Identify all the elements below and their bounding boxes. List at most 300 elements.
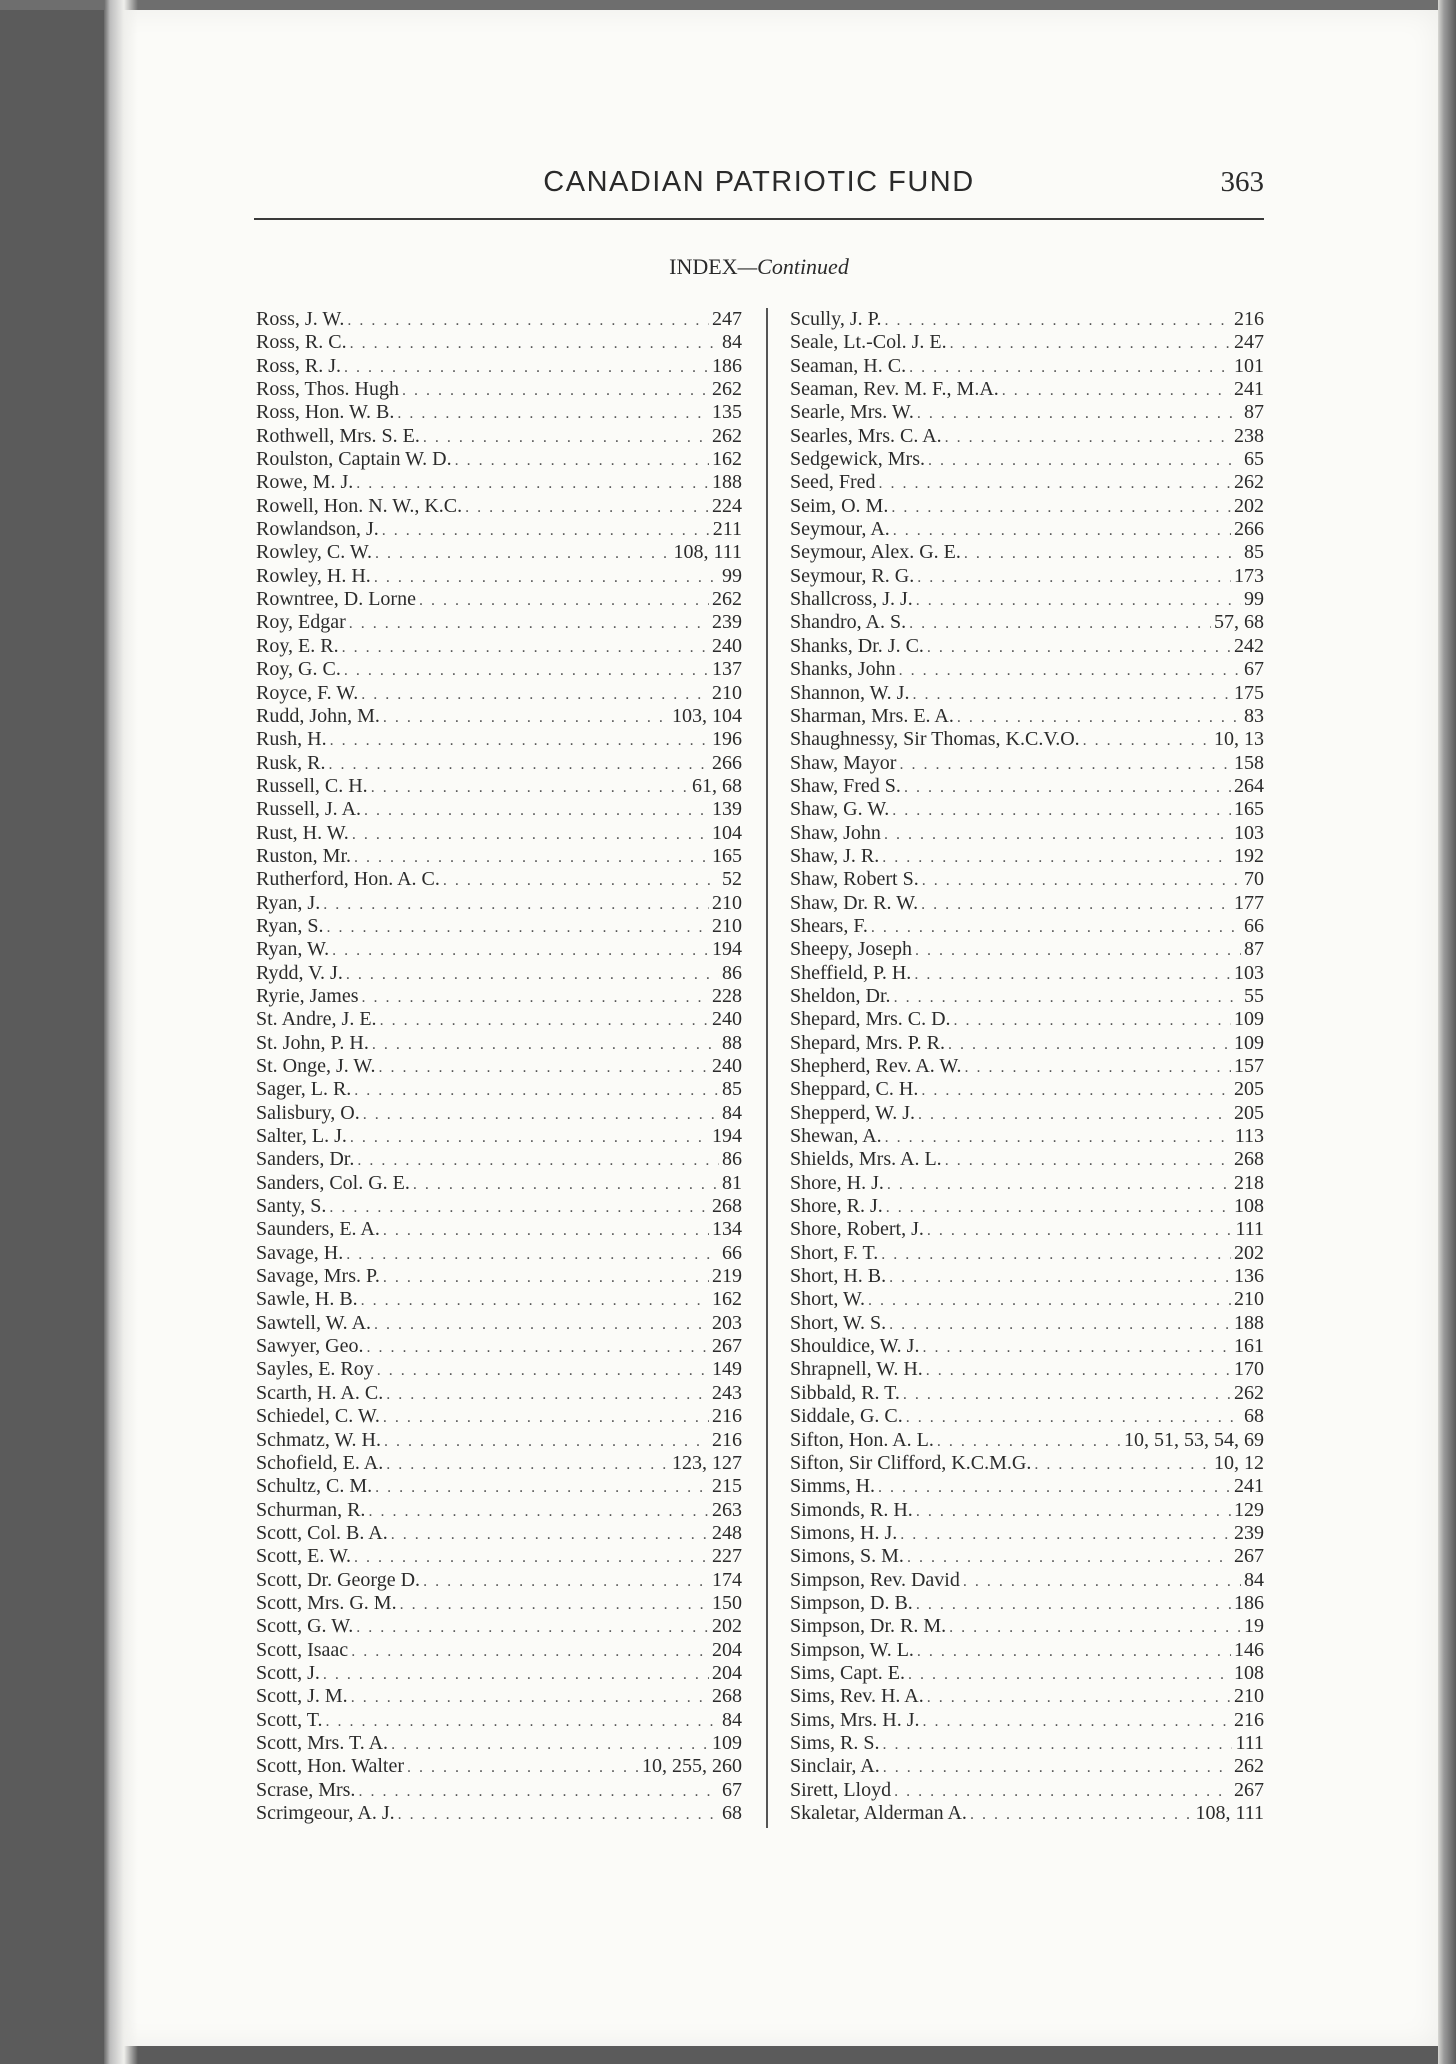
entry-name: Simonds, R. H. xyxy=(790,1498,913,1521)
dot-leader xyxy=(948,1033,1231,1056)
dot-leader xyxy=(889,1266,1231,1289)
dot-leader xyxy=(908,1663,1231,1686)
index-entry xyxy=(790,1148,1264,1171)
dot-leader xyxy=(881,1243,1231,1266)
index-entry xyxy=(790,658,1264,681)
index-entry xyxy=(256,401,742,424)
entry-pages: 262 xyxy=(712,588,742,611)
entry-name: St. Andre, J. E. xyxy=(256,1008,377,1031)
index-entry xyxy=(256,1102,742,1125)
entry-pages: 239 xyxy=(712,611,742,634)
index-entry xyxy=(256,1078,742,1101)
entry-pages: 268 xyxy=(1234,1148,1264,1171)
dot-leader xyxy=(323,893,709,916)
entry-pages: 83 xyxy=(1244,704,1264,727)
entry-pages: 81 xyxy=(722,1171,742,1194)
entry-name: Sanders, Col. G. E. xyxy=(256,1171,410,1194)
entry-name: Sawyer, Geo. xyxy=(256,1335,364,1358)
entry-pages: 248 xyxy=(712,1521,742,1544)
entry-pages: 86 xyxy=(722,961,742,984)
entry-pages: 135 xyxy=(712,401,742,424)
entry-pages: 136 xyxy=(1234,1265,1264,1288)
index-entry xyxy=(790,1452,1264,1475)
index-entry xyxy=(790,845,1264,868)
entry-pages: 263 xyxy=(712,1498,742,1521)
entry-name: Scott, Mrs. G. M. xyxy=(256,1591,397,1614)
index-entry xyxy=(790,962,1264,985)
entry-name: Shore, H. J. xyxy=(790,1171,884,1194)
entry-name: Shouldice, W. J. xyxy=(790,1335,920,1358)
dot-leader xyxy=(894,986,1241,1009)
index-entry xyxy=(256,541,742,564)
dot-leader xyxy=(455,449,709,472)
index-entry xyxy=(256,1382,742,1405)
index-entry xyxy=(790,985,1264,1008)
dot-leader xyxy=(917,566,1231,589)
index-entry xyxy=(790,1125,1264,1148)
index-entry xyxy=(256,728,742,751)
index-entry xyxy=(256,611,742,634)
dot-leader xyxy=(407,1756,639,1779)
entry-name: Ryan, S. xyxy=(256,914,324,937)
index-entry xyxy=(790,425,1264,448)
entry-name: Rowe, M. J. xyxy=(256,471,354,494)
entry-name: Ryan, W. xyxy=(256,938,330,961)
dot-leader xyxy=(356,1616,709,1639)
index-entry xyxy=(790,471,1264,494)
dot-leader xyxy=(899,753,1231,776)
entry-name: Roy, Edgar xyxy=(256,611,346,634)
entry-name: Sims, Capt. E. xyxy=(790,1661,906,1684)
entry-name: Shaw, Dr. R. W. xyxy=(790,891,919,914)
index-entry xyxy=(790,1358,1264,1381)
entry-pages: 266 xyxy=(712,751,742,774)
index-entry xyxy=(256,868,742,891)
index-entry xyxy=(790,495,1264,518)
entry-name: Shandro, A. S. xyxy=(790,611,907,634)
entry-pages: 242 xyxy=(1234,634,1264,657)
entry-name: Shannon, W. J. xyxy=(790,681,910,704)
entry-pages: 262 xyxy=(712,378,742,401)
entry-pages: 109 xyxy=(1234,1008,1264,1031)
entry-name: Shepard, Mrs. C. D. xyxy=(790,1008,951,1031)
entry-pages: 85 xyxy=(1244,541,1264,564)
entry-pages: 239 xyxy=(1234,1521,1264,1544)
index-entry xyxy=(256,1125,742,1148)
entry-pages: 68 xyxy=(722,1802,742,1824)
entry-pages: 247 xyxy=(712,308,742,330)
index-entry xyxy=(256,635,742,658)
dot-leader xyxy=(363,1103,719,1126)
index-entry xyxy=(256,425,742,448)
dot-leader xyxy=(371,776,689,799)
dot-leader xyxy=(327,916,709,939)
entry-pages: 262 xyxy=(1234,1381,1264,1404)
dot-leader xyxy=(957,706,1241,729)
index-entry xyxy=(790,635,1264,658)
index-entry xyxy=(256,1172,742,1195)
entry-pages: 240 xyxy=(712,634,742,657)
dot-leader xyxy=(465,496,709,519)
entry-name: Ruston, Mr. xyxy=(256,844,352,867)
entry-name: Rush, H. xyxy=(256,728,327,751)
index-entry xyxy=(790,1615,1264,1638)
index-subtitle-continued: —Continued xyxy=(737,254,849,279)
dot-leader xyxy=(916,1500,1231,1523)
index-entry xyxy=(256,471,742,494)
index-entry xyxy=(790,822,1264,845)
entry-name: St. Onge, J. W. xyxy=(256,1055,376,1077)
entry-name: Ryrie, James xyxy=(256,984,359,1007)
dot-leader xyxy=(330,729,709,752)
entry-name: Rudd, John, M. xyxy=(256,704,380,727)
dot-leader xyxy=(397,402,709,425)
entry-pages: 10, 51, 53, 54, 69 xyxy=(1124,1428,1264,1451)
dot-leader xyxy=(364,799,709,822)
entry-name: Short, W. xyxy=(790,1288,866,1311)
index-entry xyxy=(790,728,1264,751)
entry-pages: 240 xyxy=(712,1055,742,1077)
index-entry xyxy=(256,448,742,471)
entry-name: Scott, Dr. George D. xyxy=(256,1568,421,1591)
entry-name: Skaletar, Alderman A. xyxy=(790,1802,967,1824)
dot-leader xyxy=(368,1500,709,1523)
dot-leader xyxy=(367,1336,710,1359)
index-entry xyxy=(790,1265,1264,1288)
entry-name: Seim, O. M. xyxy=(790,494,889,517)
entry-pages: 227 xyxy=(712,1545,742,1568)
entry-pages: 57, 68 xyxy=(1214,611,1264,634)
dot-leader xyxy=(914,963,1231,986)
entry-pages: 267 xyxy=(712,1335,742,1358)
dot-leader xyxy=(906,1406,1241,1429)
entry-pages: 52 xyxy=(722,868,742,891)
index-entry xyxy=(256,845,742,868)
index-entry xyxy=(790,611,1264,634)
index-entry xyxy=(790,798,1264,821)
entry-name: Shepperd, W. J. xyxy=(790,1101,915,1124)
entry-pages: 101 xyxy=(1234,354,1264,377)
entry-pages: 165 xyxy=(712,844,742,867)
entry-pages: 174 xyxy=(712,1568,742,1591)
entry-pages: 68 xyxy=(1244,1405,1264,1428)
dot-leader xyxy=(1002,379,1231,402)
index-entry xyxy=(790,1288,1264,1311)
entry-name: Shaw, Fred S. xyxy=(790,774,901,797)
entry-pages: 108, 111 xyxy=(1195,1802,1264,1824)
dot-leader xyxy=(922,869,1241,892)
dot-leader xyxy=(868,1289,1231,1312)
entry-name: Shore, Robert, J. xyxy=(790,1218,924,1241)
entry-name: Scarth, H. A. C. xyxy=(256,1381,384,1404)
index-entry xyxy=(256,1662,742,1685)
index-entry xyxy=(256,1475,742,1498)
dot-leader xyxy=(937,1430,1121,1453)
dot-leader xyxy=(342,636,709,659)
entry-pages: 247 xyxy=(1234,331,1264,354)
entry-pages: 216 xyxy=(1234,1708,1264,1731)
index-entry xyxy=(256,1429,742,1452)
index-entry xyxy=(256,798,742,821)
dot-leader xyxy=(949,1616,1241,1639)
entry-pages: 202 xyxy=(1234,494,1264,517)
entry-pages: 10, 12 xyxy=(1214,1451,1264,1474)
entry-name: Sims, R. S. xyxy=(790,1731,880,1754)
dot-leader xyxy=(885,1126,1232,1149)
entry-name: Scott, Hon. Walter xyxy=(256,1755,404,1778)
dot-leader xyxy=(879,472,1231,495)
entry-name: Rowell, Hon. N. W., K.C. xyxy=(256,494,463,517)
entry-pages: 196 xyxy=(712,728,742,751)
entry-name: Saunders, E. A. xyxy=(256,1218,380,1241)
entry-pages: 210 xyxy=(1234,1685,1264,1708)
entry-name: Rowley, H. H. xyxy=(256,564,371,587)
entry-name: Simpson, W. L. xyxy=(790,1638,914,1661)
index-entry xyxy=(256,1755,742,1778)
entry-name: Schmatz, W. H. xyxy=(256,1428,381,1451)
dot-leader xyxy=(900,1523,1231,1546)
index-entry xyxy=(256,892,742,915)
entry-name: Sheepy, Joseph xyxy=(790,938,913,961)
entry-name: Scully, J. P. xyxy=(790,308,882,330)
dot-leader xyxy=(374,566,719,589)
dot-leader xyxy=(383,1406,709,1429)
dot-leader xyxy=(323,1663,709,1686)
entry-name: Rutherford, Hon. A. C. xyxy=(256,868,440,891)
entry-name: Schurman, R. xyxy=(256,1498,366,1521)
index-entry xyxy=(790,401,1264,424)
entry-pages: 108, 111 xyxy=(673,541,742,564)
entry-pages: 88 xyxy=(722,1031,742,1054)
entry-pages: 186 xyxy=(712,354,742,377)
index-entry xyxy=(256,1288,742,1311)
dot-leader xyxy=(386,1453,669,1476)
dot-leader xyxy=(894,1780,1231,1803)
index-entry xyxy=(256,495,742,518)
dot-leader xyxy=(954,1009,1231,1032)
entry-pages: 103, 104 xyxy=(672,704,742,727)
entry-name: Ross, J. W. xyxy=(256,308,345,330)
dot-leader xyxy=(871,916,1241,939)
entry-name: Sibbald, R. T. xyxy=(790,1381,900,1404)
entry-pages: 215 xyxy=(712,1475,742,1498)
entry-name: Schofield, E. A. xyxy=(256,1451,384,1474)
dot-leader xyxy=(375,542,671,565)
entry-pages: 210 xyxy=(712,681,742,704)
entry-name: Scott, J. M. xyxy=(256,1685,348,1708)
entry-name: Rowlandson, J. xyxy=(256,518,379,541)
index-entry xyxy=(256,658,742,681)
index-entry xyxy=(790,448,1264,471)
index-entry xyxy=(256,1242,742,1265)
index-entry xyxy=(256,1545,742,1568)
entry-name: Salter, L. J. xyxy=(256,1125,347,1148)
dot-leader xyxy=(963,1570,1241,1593)
entry-pages: 262 xyxy=(1234,1755,1264,1778)
entry-name: Salisbury, O. xyxy=(256,1101,360,1124)
entry-name: Shepherd, Rev. A. W. xyxy=(790,1055,962,1077)
dot-leader xyxy=(916,1593,1231,1616)
dot-leader xyxy=(878,1476,1231,1499)
entry-pages: 67 xyxy=(1244,658,1264,681)
entry-pages: 66 xyxy=(1244,914,1264,937)
entry-pages: 268 xyxy=(712,1195,742,1218)
entry-name: Scott, Isaac xyxy=(256,1638,349,1661)
running-header xyxy=(254,166,1264,216)
index-entry xyxy=(256,1779,742,1802)
entry-pages: 205 xyxy=(1234,1101,1264,1124)
entry-pages: 86 xyxy=(722,1148,742,1171)
dot-leader xyxy=(927,636,1231,659)
entry-name: Sedgewick, Mrs. xyxy=(790,448,925,471)
entry-pages: 84 xyxy=(722,331,742,354)
entry-pages: 194 xyxy=(712,1125,742,1148)
entry-pages: 134 xyxy=(712,1218,742,1241)
entry-pages: 84 xyxy=(1244,1568,1264,1591)
index-entry xyxy=(790,915,1264,938)
dot-leader xyxy=(329,1196,709,1219)
entry-pages: 204 xyxy=(712,1661,742,1684)
entry-name: Roy, E. R. xyxy=(256,634,339,657)
entry-pages: 194 xyxy=(712,938,742,961)
entry-pages: 67 xyxy=(722,1778,742,1801)
dot-leader xyxy=(917,1640,1231,1663)
index-entry xyxy=(256,938,742,961)
index-entry xyxy=(790,1172,1264,1195)
entry-name: Short, H. B. xyxy=(790,1265,887,1288)
entry-pages: 10, 255, 260 xyxy=(642,1755,742,1778)
entry-pages: 203 xyxy=(712,1311,742,1334)
dot-leader xyxy=(352,823,709,846)
entry-name: Short, F. T. xyxy=(790,1241,879,1264)
entry-name: Shaw, John xyxy=(790,821,881,844)
entry-pages: 219 xyxy=(712,1265,742,1288)
entry-name: Sheppard, C. H. xyxy=(790,1078,919,1101)
entry-pages: 262 xyxy=(1234,471,1264,494)
index-entry xyxy=(790,588,1264,611)
entry-name: Shears, F. xyxy=(790,914,868,937)
entry-name: Short, W. S. xyxy=(790,1311,887,1334)
index-entry xyxy=(256,1709,742,1732)
entry-pages: 108 xyxy=(1234,1195,1264,1218)
dot-leader xyxy=(883,1756,1231,1779)
index-column-right xyxy=(790,308,1264,1825)
dot-leader xyxy=(887,1173,1231,1196)
entry-name: Sheffield, P. H. xyxy=(790,961,912,984)
entry-pages: 66 xyxy=(722,1241,742,1264)
entry-pages: 210 xyxy=(1234,1288,1264,1311)
entry-name: Seymour, A. xyxy=(790,518,890,541)
entry-pages: 137 xyxy=(712,658,742,681)
entry-name: Schiedel, C. W. xyxy=(256,1405,380,1428)
dot-leader xyxy=(899,659,1241,682)
entry-name: Royce, F. W. xyxy=(256,681,359,704)
entry-name: Seale, Lt.-Col. J. E. xyxy=(790,331,947,354)
dot-leader xyxy=(903,1383,1231,1406)
index-entry xyxy=(790,752,1264,775)
entry-pages: 216 xyxy=(1234,308,1264,330)
dot-leader xyxy=(380,1009,709,1032)
entry-pages: 238 xyxy=(1234,424,1264,447)
entry-pages: 162 xyxy=(712,1288,742,1311)
index-entry xyxy=(790,1055,1264,1078)
entry-name: Seaman, Rev. M. F., M.A. xyxy=(790,378,999,401)
entry-name: Searle, Mrs. W. xyxy=(790,401,914,424)
index-entry xyxy=(256,915,742,938)
dot-leader xyxy=(413,1173,719,1196)
index-entry xyxy=(256,1732,742,1755)
entry-pages: 150 xyxy=(712,1591,742,1614)
dot-leader xyxy=(909,356,1231,379)
entry-name: Simms, H. xyxy=(790,1475,876,1498)
entry-pages: 109 xyxy=(1234,1031,1264,1054)
entry-pages: 218 xyxy=(1234,1171,1264,1194)
index-entry xyxy=(790,775,1264,798)
index-entry xyxy=(790,1592,1264,1615)
dot-leader xyxy=(332,939,709,962)
index-entry xyxy=(790,541,1264,564)
entry-pages: 262 xyxy=(712,424,742,447)
entry-pages: 87 xyxy=(1244,938,1264,961)
entry-pages: 170 xyxy=(1234,1358,1264,1381)
index-entry xyxy=(256,1032,742,1055)
entry-pages: 228 xyxy=(712,984,742,1007)
dot-leader xyxy=(351,1686,709,1709)
index-entry xyxy=(256,565,742,588)
entry-pages: 19 xyxy=(1244,1615,1264,1638)
index-entry xyxy=(790,682,1264,705)
entry-pages: 175 xyxy=(1234,681,1264,704)
dot-leader xyxy=(400,1593,709,1616)
entry-name: Sirett, Lloyd xyxy=(790,1778,892,1801)
entry-name: Sims, Mrs. H. J. xyxy=(790,1708,920,1731)
index-entry xyxy=(256,682,742,705)
entry-name: Scott, T. xyxy=(256,1708,323,1731)
index-entry xyxy=(790,1732,1264,1755)
entry-pages: 165 xyxy=(1234,798,1264,821)
entry-name: Rowley, C. W. xyxy=(256,541,372,564)
entry-pages: 188 xyxy=(712,471,742,494)
entry-pages: 205 xyxy=(1234,1078,1264,1101)
dot-leader xyxy=(349,612,709,635)
index-entry xyxy=(256,1195,742,1218)
entry-pages: 202 xyxy=(1234,1241,1264,1264)
entry-pages: 241 xyxy=(1234,378,1264,401)
dot-leader xyxy=(882,846,1231,869)
dot-leader xyxy=(328,753,709,776)
entry-pages: 158 xyxy=(1234,751,1264,774)
entry-name: Sharman, Mrs. E. A. xyxy=(790,704,954,727)
dot-leader xyxy=(921,893,1231,916)
dot-leader xyxy=(917,402,1241,425)
entry-name: Scott, Col. B. A. xyxy=(256,1521,388,1544)
index-entry xyxy=(790,308,1264,331)
entry-name: Savage, H. xyxy=(256,1241,344,1264)
entry-name: Sifton, Hon. A. L. xyxy=(790,1428,934,1451)
index-entry xyxy=(256,985,742,1008)
index-entry xyxy=(256,1522,742,1545)
dot-leader xyxy=(889,1313,1231,1336)
dot-leader xyxy=(344,356,709,379)
page-title: CANADIAN PATRIOTIC FUND xyxy=(543,166,975,198)
dot-leader xyxy=(391,1523,709,1546)
entry-pages: 268 xyxy=(712,1685,742,1708)
dot-leader xyxy=(928,449,1241,472)
dot-leader xyxy=(891,496,1231,519)
index-entry xyxy=(256,1265,742,1288)
entry-name: Roulston, Captain W. D. xyxy=(256,448,452,471)
entry-name: Seymour, Alex. G. E. xyxy=(790,541,961,564)
